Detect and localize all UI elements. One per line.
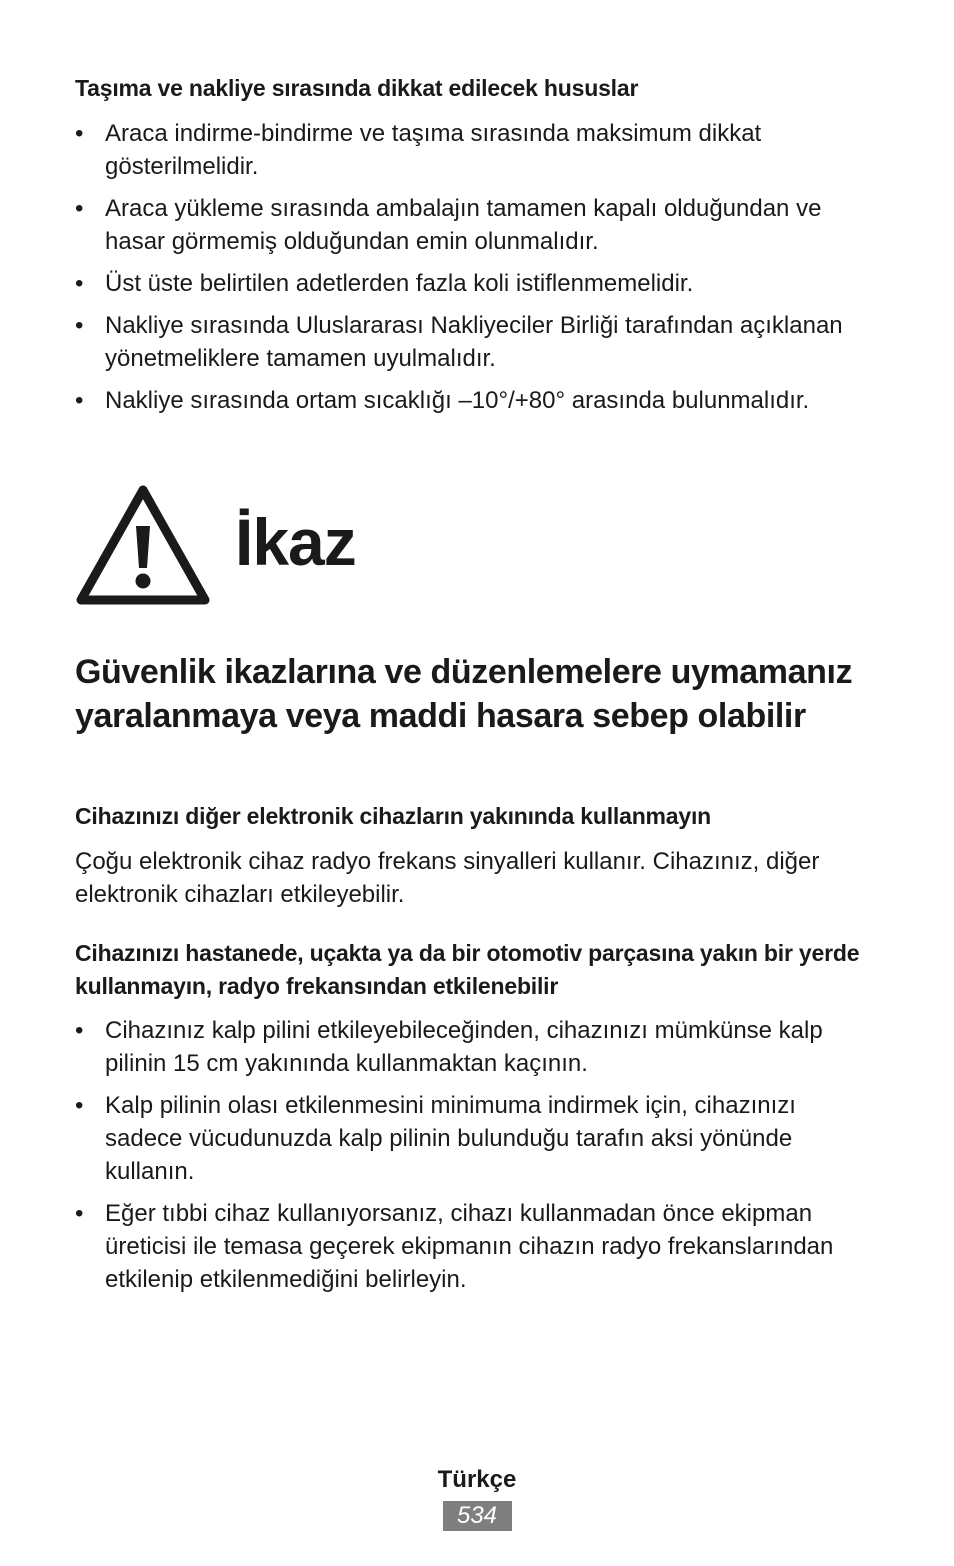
bullet-icon: • — [75, 1017, 84, 1044]
list-item-text: Nakliye sırasında Uluslararası Nakliyeciler Birliği tarafından açıklanan yönetmeliklere tamamen uyulmalıdır. — [105, 312, 843, 372]
list-item — [75, 1197, 875, 1296]
list-item — [75, 1089, 875, 1188]
warning-title: İkaz — [235, 505, 356, 579]
list-item-text: Araca indirme-bindirme ve taşıma sırasında maksimum dikkat gösterilmelidir. — [105, 120, 762, 180]
bullet-icon: • — [75, 195, 84, 222]
warning-banner — [75, 484, 875, 608]
page-footer — [0, 1462, 954, 1531]
list-item — [75, 117, 875, 183]
list-item-text: Araca yükleme sırasında ambalajın tamamen kapalı olduğundan ve hasar görmemiş olduğundan emin olunmalıdır. — [105, 195, 822, 255]
bullet-icon: • — [75, 1200, 84, 1227]
footer-language: Türkçe — [437, 1466, 517, 1493]
list-item-text: Eğer tıbbi cihaz kullanıyorsanız, cihazı kullanmadan önce ekipman üreticisi ile temasa geçerek ekipmanın cihazın radyo frekanslarından etkilenip etkilenmediğini belirleyin. — [105, 1200, 834, 1293]
bullet-icon: • — [75, 270, 84, 297]
list-item — [75, 1014, 875, 1080]
list-item — [75, 267, 875, 300]
list-item-text: Nakliye sırasında ortam sıcaklığı –10°/+80° arasında bulunmalıdır. — [105, 387, 810, 414]
pacemaker-list — [75, 1014, 875, 1305]
list-item-text: Üst üste belirtilen adetlerden fazla koli istiflenmemelidir. — [105, 270, 694, 297]
list-item-text: Kalp pilinin olası etkilenmesini minimuma indirmek için, cihazınızı sadece vücudunuzda kalp pilinin bulunduğu tarafın aksi yönünde kullanın. — [105, 1092, 796, 1185]
page-number-badge: 534 — [443, 1501, 512, 1531]
bullet-icon: • — [75, 120, 84, 147]
transport-list — [75, 117, 875, 426]
transport-heading: Taşıma ve nakliye sırasında dikkat edilecek hususlar — [75, 75, 639, 101]
electronics-heading: Cihazınızı diğer elektronik cihazların yakınında kullanmayın — [75, 803, 712, 829]
page-title: Güvenlik ikazlarına ve düzenlemelere uymamanız yaralanmaya veya maddi hasara sebep olabilir — [75, 653, 853, 735]
bullet-icon: • — [75, 312, 84, 339]
list-item — [75, 309, 875, 375]
bullet-icon: • — [75, 1092, 84, 1119]
list-item — [75, 192, 875, 258]
list-item — [75, 384, 875, 417]
list-item-text: Cihazınız kalp pilini etkileyebileceğinden, cihazınızı mümkünse kalp pilinin 15 cm yakınında kullanmaktan kaçının. — [105, 1017, 823, 1077]
hospital-heading: Cihazınızı hastanede, uçakta ya da bir otomotiv parçasına yakın bir yerde kullanmayın, radyo frekansından etkilenebilir — [75, 940, 860, 999]
warning-triangle-icon — [75, 484, 211, 608]
electronics-body: Çoğu elektronik cihaz radyo frekans sinyalleri kullanır. Cihazınız, diğer elektronik cihazları etkileyebilir. — [75, 848, 820, 908]
bullet-icon: • — [75, 387, 84, 414]
